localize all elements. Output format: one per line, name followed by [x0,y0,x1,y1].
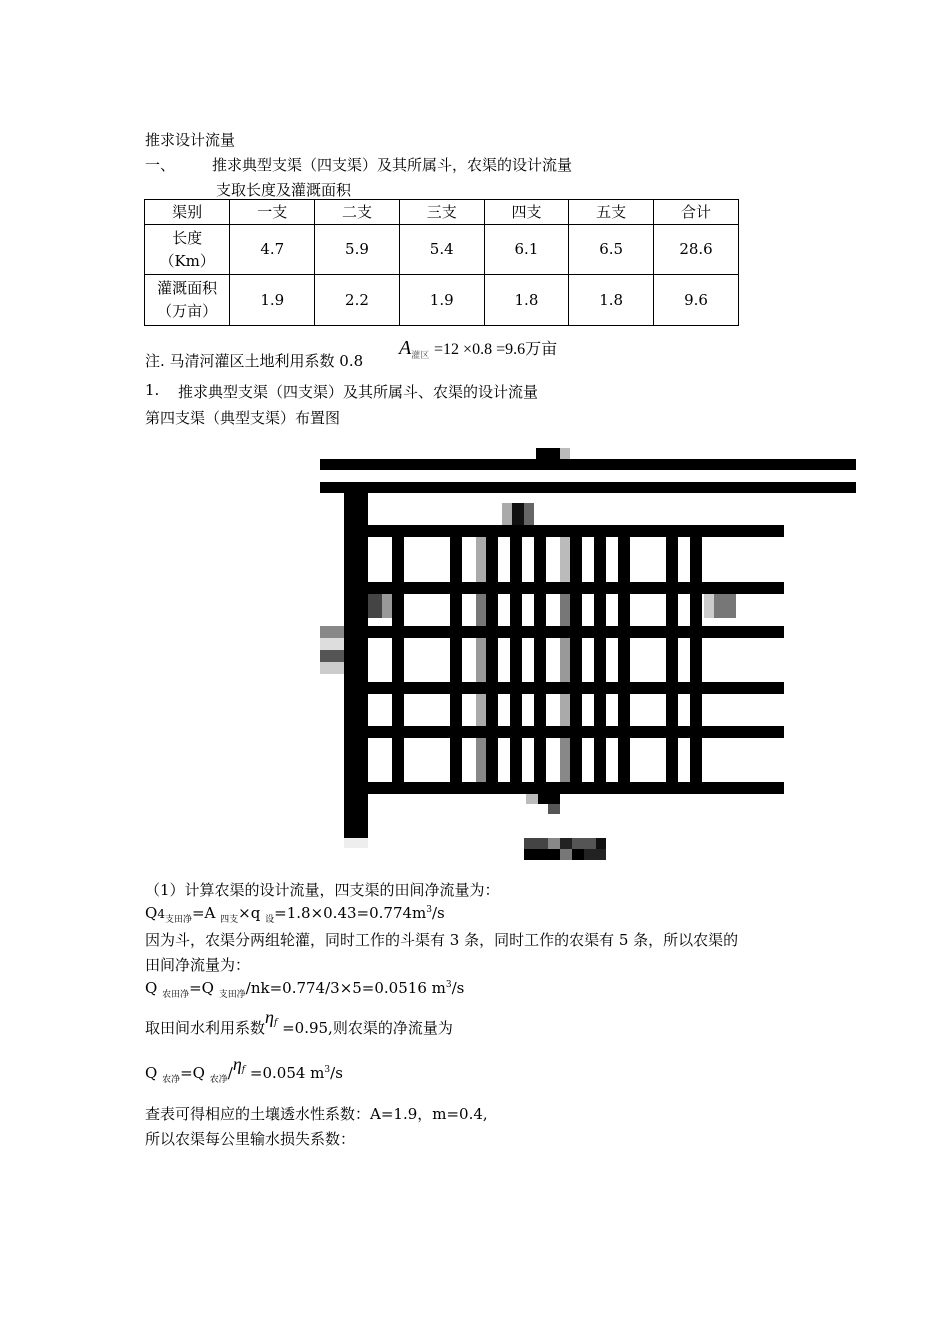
eq1-rest: =1.8×0.43=0.774m [274,904,427,922]
table-cell: 5.9 [315,225,400,275]
land-use-note: 注. 马清河灌区土地利用系数 0.8 [145,352,364,370]
table-row-label [145,225,230,275]
eq1-sub2: 支田净 [164,915,192,925]
table-cell: 1.8 [484,275,569,326]
legend-block [524,838,606,860]
table-header-row [145,200,739,225]
eq2-q: Q [145,979,158,997]
step1-text: （1）计算农渠的设计流量，四支渠的田间净流量为： [145,881,500,899]
table-header-cell: 四支 [484,200,569,225]
eq1-sup: 3 [426,905,432,915]
table-row-label [145,275,230,326]
table-cell: 28.6 [654,225,739,275]
eq3-slash: / [227,1064,233,1082]
item-number: 1. [145,381,160,399]
eta-sentence [145,1007,453,1038]
table-header-cell: 二支 [315,200,400,225]
table-cell: 9.6 [654,275,739,326]
table-header-cell: 五支 [569,200,654,225]
section-number: 一、 [145,156,176,174]
section-title: 推求典型支渠（四支渠）及其所属斗，农渠的设计流量 [212,156,573,174]
canal-layout-diagram [320,445,860,865]
formula-unit: 万亩 [525,339,558,358]
eq1-sub3: 四支 [220,915,239,925]
eq2-rest: /nk=0.774/3×5=0.0516 m [245,979,446,997]
paragraph-2: 查表可得相应的土壤透水性系数：A=1.9，m=0.4, [145,1105,488,1123]
paragraph-1-line2: 田间净流量为： [145,956,251,974]
diagram-caption: 第四支渠（典型支渠）布置图 [145,409,341,427]
eq1-sub4: 设 [265,915,275,925]
eq3-tail: /s [330,1064,343,1082]
item-text: 推求典型支渠（四支渠）及其所属斗、农渠的设计流量 [178,383,539,401]
area-formula [399,335,557,369]
table-cell: 6.1 [484,225,569,275]
eta-before: 取田间水利用系数 [145,1019,266,1037]
table-header-cell: 三支 [399,200,484,225]
table-cell: 1.9 [399,275,484,326]
formula-subscript: 灌区 [411,351,430,361]
canal-table [144,199,739,326]
eq1-times: ×q [238,904,261,922]
eq3-sup: 3 [324,1065,331,1075]
equation-3 [145,1054,343,1085]
eq1-tail: /s [432,904,445,922]
table-row [145,275,739,326]
eta-symbol: η [265,1007,274,1027]
eq3-q: Q [145,1064,158,1082]
formula-symbol: A [399,337,412,359]
table-header-cell: 渠别 [145,200,230,225]
eq3-eta-subscript: f [241,1065,246,1075]
eq3-mid: =Q [180,1064,205,1082]
eq3-sub1: 农净 [162,1075,181,1085]
eq2-sub1: 农田净 [162,990,190,1000]
branch-canal [344,493,368,848]
eta-after: =0.95,则农渠的净流量为 [282,1019,453,1037]
table-cell: 5.4 [399,225,484,275]
page-heading: 推求设计流量 [145,131,236,149]
table-cell: 2.2 [315,275,400,326]
eq2-sub2: 支田净 [218,990,246,1000]
equation-2 [145,979,464,1000]
row-label-line1: 长度 [172,228,203,247]
table-cell: 6.5 [569,225,654,275]
table-caption: 支取长度及灌溉面积 [216,181,352,199]
formula-expression: =12 ×0.8 =9.6 [434,341,526,358]
row-label-line1: 灌溉面积 [157,279,218,297]
table-header-cell: 一支 [230,200,315,225]
paragraph-3: 所以农渠每公里输水损失系数： [145,1130,356,1148]
equation-1 [145,904,445,925]
table-cell: 1.9 [230,275,315,326]
row-label-line2: （Km） [159,251,215,270]
eq1-mid: =A [191,904,216,922]
paragraph-1-line1: 因为斗，农渠分两组轮灌，同时工作的斗渠有 3 条，同时工作的农渠有 5 条，所以农渠的 [145,931,739,949]
eq1-sub1: 4 [157,907,165,921]
field-canals [392,525,702,793]
eq3-rest: =0.054 m [249,1064,325,1082]
row-label-line2: （万亩） [157,302,218,320]
main-canal [320,448,856,493]
eq1-q: Q [145,904,158,922]
eq3-eta: η [232,1054,242,1074]
table-cell: 4.7 [230,225,315,275]
eta-subscript: f [273,1018,278,1028]
table-header-cell: 合计 [654,200,739,225]
eq3-sub2: 农净 [209,1075,228,1085]
table-cell: 1.8 [569,275,654,326]
eq2-mid: =Q [189,979,214,997]
eq2-sup: 3 [445,980,452,990]
table-row [145,225,739,275]
eq2-tail: /s [451,979,465,997]
